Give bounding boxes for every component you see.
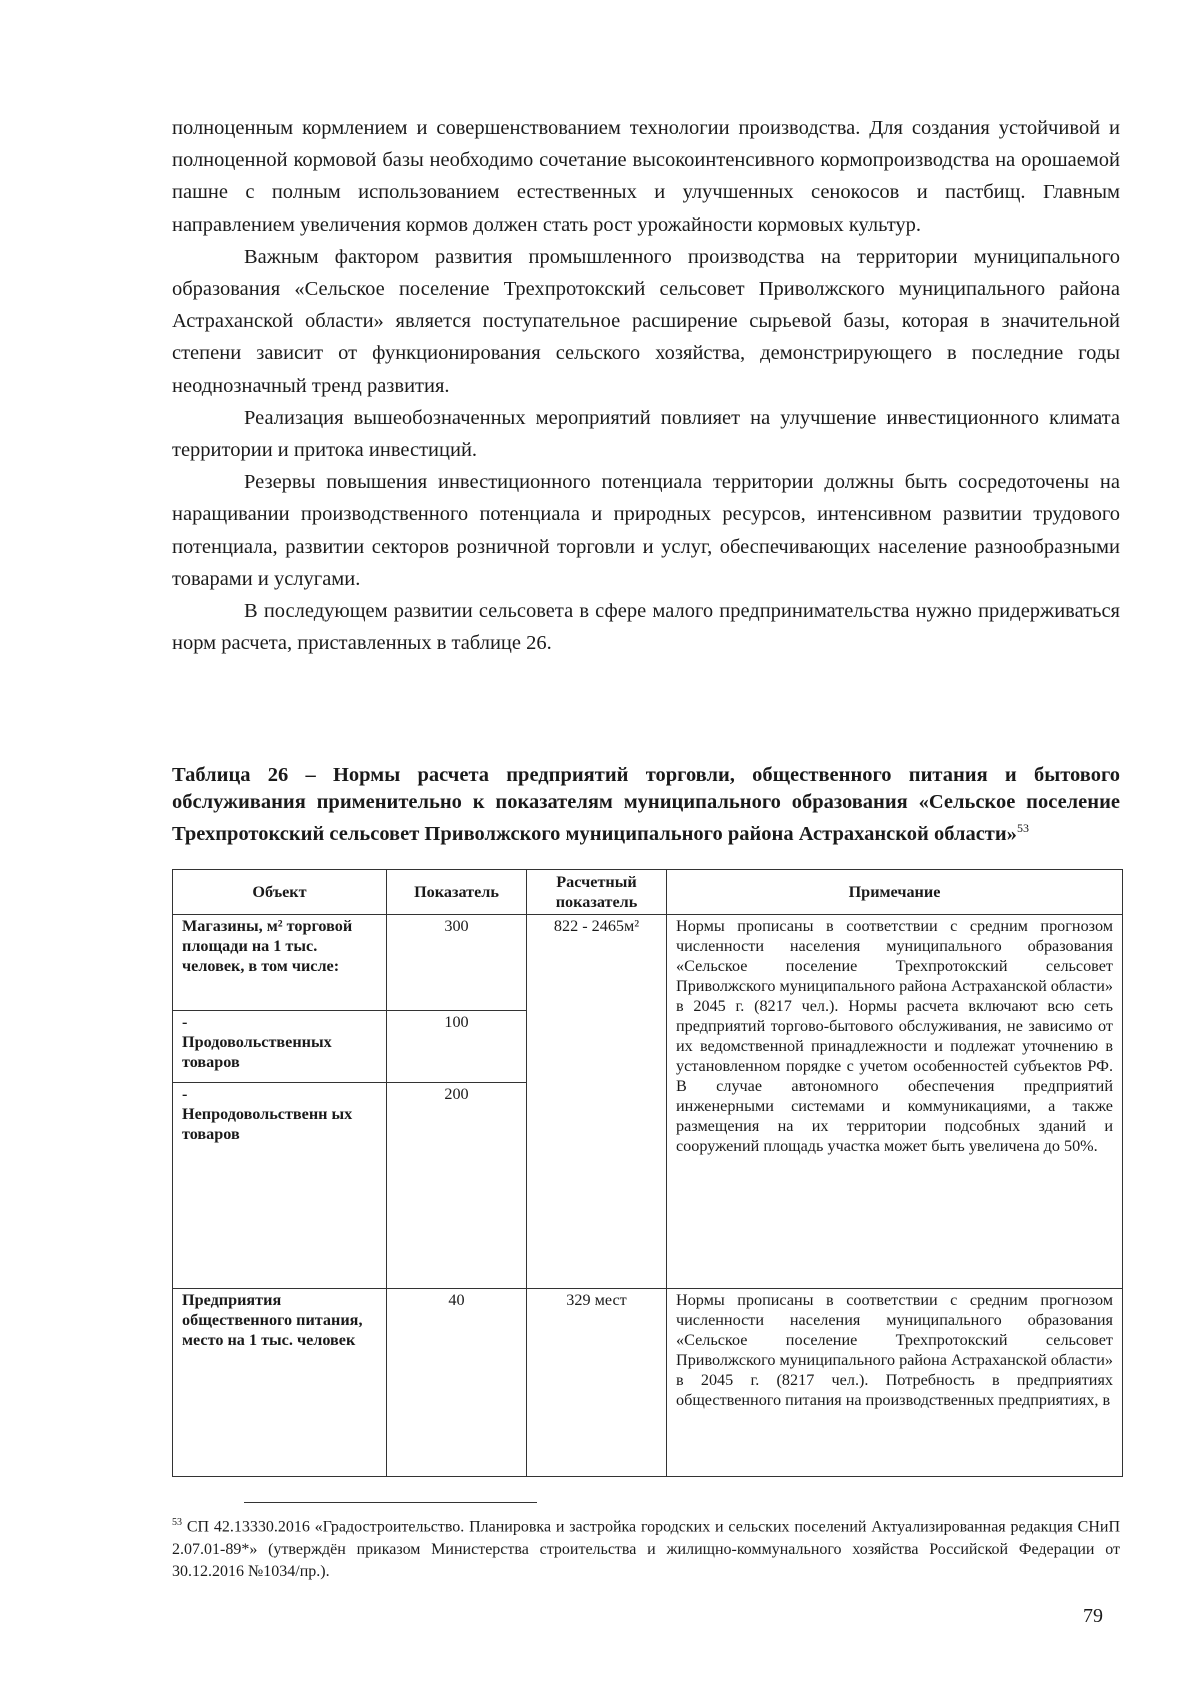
- footnote-separator: [244, 1502, 537, 1503]
- paragraph: Резервы повышения инвестиционного потенциала территории должны быть сосредоточены на наращивании производственного потенциала и природных ресурсов, интенсивном развитии трудового потенциала, развитии секторов розничной торговли и услуг, обеспечивающих население разнообразными товарами и услугами.: [172, 471, 1120, 590]
- table-caption: [172, 762, 1120, 847]
- header-object: Объект: [173, 870, 387, 915]
- cell-indicator: 100: [387, 1011, 527, 1083]
- object-label: Непродовольственн ых товаров: [182, 1105, 353, 1143]
- footnote-text: СП 42.13330.2016 «Градостроительство. Планировка и застройка городских и сельских поселений Актуализированная редакция СНиП 2.07.01-89*» (утверждён приказом Министерства строительства и жилищно-коммунального хозяйства Российской Федерации от 30.12.2016 №1034/пр.).: [172, 1518, 1121, 1581]
- cell-calc: 329 мест: [527, 1289, 667, 1477]
- cell-indicator: 40: [387, 1289, 527, 1477]
- page-number: 79: [1083, 1605, 1103, 1627]
- paragraph: В последующем развитии сельсовета в сфере малого предпринимательства нужно придерживаться норм расчета, приставленных в таблице 26.: [172, 600, 1120, 655]
- cell-indicator: 300: [387, 915, 527, 1011]
- table-caption-text: Таблица 26 – Нормы расчета предприятий торговли, общественного питания и бытового обслуживания применительно к показателям муниципального образования «Сельское поселение Трехпротокский сельсовет Приволжского муниципального района Астраханской области»: [172, 764, 1120, 845]
- header-calc: Расчетный показатель: [527, 870, 667, 915]
- dash: -: [182, 1085, 188, 1103]
- paragraph: полноценным кормлением и совершенствованием технологии производства. Для создания устойчивой и полноценной кормовой базы необходимо сочетание высокоинтенсивного кормопроизводства на орошаемой пашне с полным использованием естественных и улучшенных сенокосов и пастбищ. Главным направлением увеличения кормов должен стать рост урожайности кормовых культур.: [172, 117, 1120, 236]
- header-note: Примечание: [667, 870, 1123, 915]
- norms-table: [172, 869, 1123, 1477]
- cell-object: [173, 1083, 387, 1289]
- footnote: [172, 1512, 1120, 1584]
- table-header-row: [173, 870, 1123, 915]
- cell-note: Нормы прописаны в соответствии с средним прогнозом численности населения муниципального образования «Сельское поселение Трехпротокский сельсовет Приволжского муниципального района Астраханской области» в 2045 г. (8217 чел.). Нормы расчета включают всю сеть предприятий торгово-бытового обслуживания, не зависимо от их ведомственной принадлежности и подлежат уточнению в установленном порядке с учетом особенностей субъектов РФ. В случае автономного обеспечения предприятий инженерными системами и коммуникациями, а также размещения на их территории подсобных зданий и сооружений площадь участка может быть увеличена до 50%.: [667, 915, 1123, 1289]
- body-text: [172, 112, 1120, 659]
- footnote-ref: 53: [1016, 821, 1029, 835]
- table-row: [173, 1289, 1123, 1477]
- cell-object: [173, 1011, 387, 1083]
- cell-indicator: 200: [387, 1083, 527, 1289]
- cell-note: Нормы прописаны в соответствии с средним прогнозом численности населения муниципального образования «Сельское поселение Трехпротокский сельсовет Приволжского муниципального района Астраханской области» в 2045 г. (8217 чел.). Потребность в предприятиях общественного питания на производственных предприятиях, в: [667, 1289, 1123, 1477]
- dash: -: [182, 1013, 188, 1031]
- cell-calc: 822 - 2465м²: [527, 915, 667, 1289]
- cell-object: Предприятия общественного питания, место на 1 тыс. человек: [173, 1289, 387, 1477]
- paragraph: Реализация вышеобозначенных мероприятий повлияет на улучшение инвестиционного климата территории и притока инвестиций.: [172, 406, 1120, 462]
- cell-object: Магазины, м² торговой площади на 1 тыс. человек, в том числе:: [173, 915, 387, 1011]
- paragraph: Важным фактором развития промышленного производства на территории муниципального образования «Сельское поселение Трехпротокский сельсовет Приволжского муниципального района Астраханской области» является поступательное расширение сырьевой базы, которая в значительной степени зависит от функционирования сельского хозяйства, демонстрирующего в последние годы неоднозначный тренд развития.: [172, 245, 1120, 397]
- object-label: Продовольственных товаров: [182, 1033, 332, 1071]
- footnote-number: 53: [172, 1517, 182, 1528]
- header-indicator: Показатель: [387, 870, 527, 915]
- table-row: [173, 915, 1123, 1011]
